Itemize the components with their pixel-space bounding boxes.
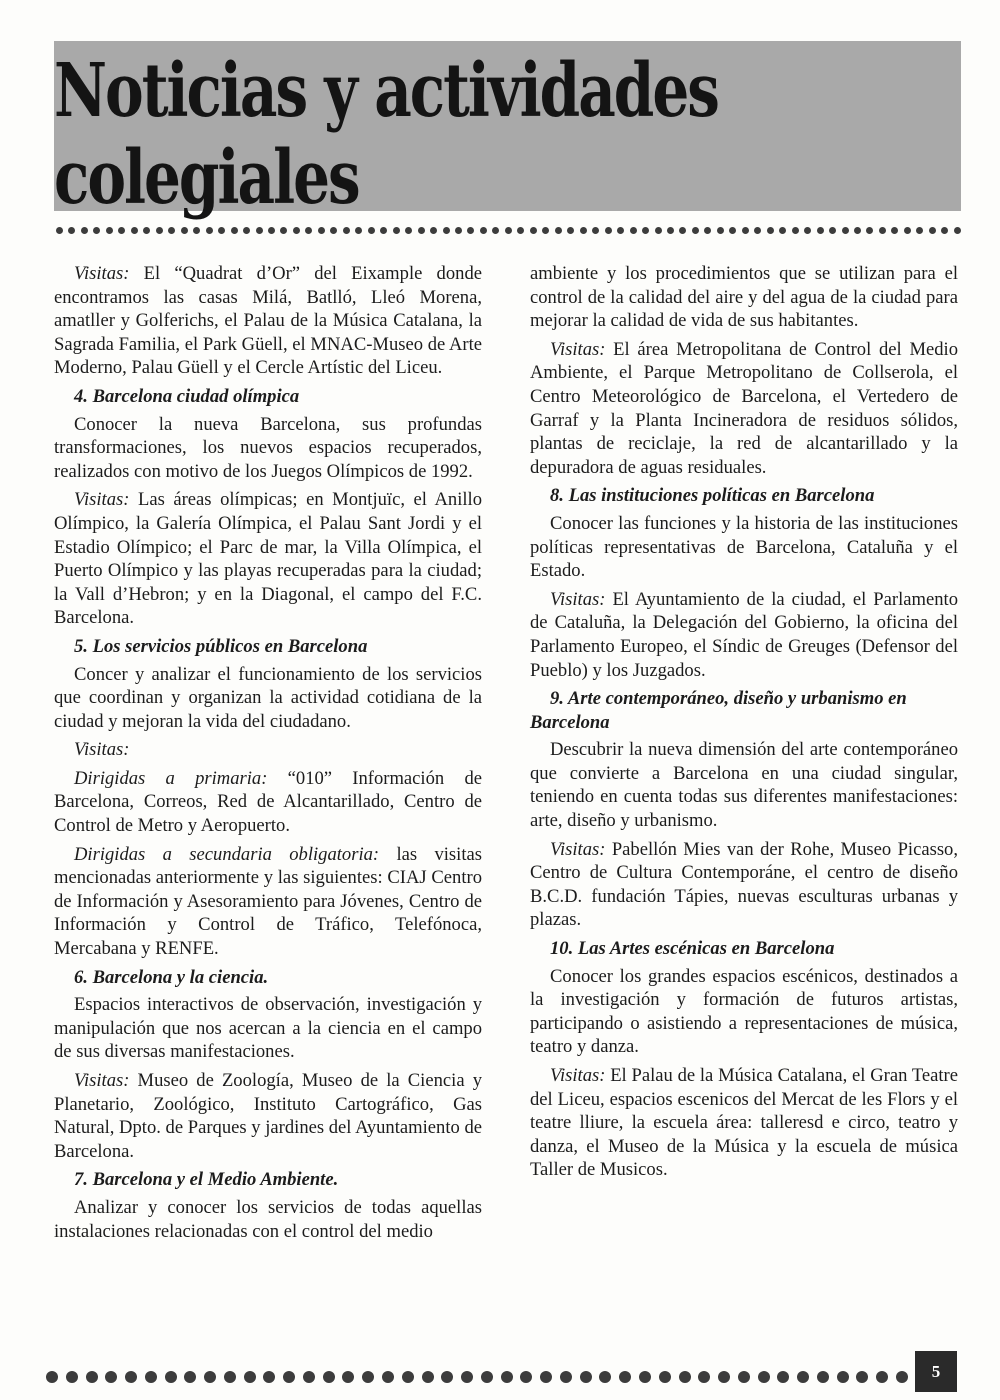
divider-dot	[904, 227, 911, 234]
divider-dot	[342, 1371, 354, 1383]
paragraph: Conocer los grandes espacios escénicos, destinados a la investigación y formación de futuros artistas, participando o asistiendo a representaciones de música, teatro y danza.	[530, 965, 958, 1058]
divider-dot	[480, 227, 487, 234]
divider-dot	[418, 227, 425, 234]
paragraph	[54, 738, 482, 762]
divider-dot	[393, 227, 400, 234]
divider-dot	[605, 227, 612, 234]
divider-dot	[492, 227, 499, 234]
divider-dot	[293, 227, 300, 234]
divider-dot	[68, 227, 75, 234]
paragraph	[530, 1064, 958, 1182]
divider-dot	[692, 227, 699, 234]
divider-dot	[118, 227, 125, 234]
divider-dot	[501, 1371, 513, 1383]
paragraph: Analizar y conocer los servicios de todas aquellas instalaciones relacionadas con el control del medio	[54, 1196, 482, 1242]
divider-dot	[517, 227, 524, 234]
divider-dot	[866, 227, 873, 234]
divider-dot	[642, 227, 649, 234]
divider-dot	[380, 227, 387, 234]
visit-label: Visitas:	[74, 1070, 130, 1091]
divider-dot	[467, 227, 474, 234]
visit-label: Visitas:	[74, 263, 130, 284]
divider-dot	[131, 227, 138, 234]
visit-label: Visitas:	[74, 739, 130, 761]
divider-dot	[540, 1371, 552, 1383]
paragraph	[530, 588, 958, 682]
divider-dot	[93, 227, 100, 234]
divider-dot	[362, 1371, 374, 1383]
divider-dot	[916, 227, 923, 234]
divider-dot	[842, 227, 849, 234]
divider-dot	[505, 227, 512, 234]
divider-dot	[520, 1371, 532, 1383]
divider-dot	[66, 1371, 78, 1383]
divider-dot	[779, 227, 786, 234]
divider-dot	[323, 1371, 335, 1383]
divider-dot	[368, 227, 375, 234]
paragraph-text: las visitas mencionadas anteriormente y las siguientes: CIAJ Centro de Información y Asesoramiento para Jóvenes, Centro de Información y Control de Tráfico, Telefónoca, Mercabana y RENFE.	[54, 843, 482, 960]
divider-dot	[530, 227, 537, 234]
divider-dot	[168, 227, 175, 234]
divider-dot	[754, 227, 761, 234]
divider-dot	[343, 227, 350, 234]
divider-dot	[303, 1371, 315, 1383]
paragraph: Conocer la nueva Barcelona, sus profundas transformaciones, los nuevos espacios recuperados, realizados con motivo de los Juegos Olímpicos de 1992.	[54, 413, 482, 482]
divider-dot	[224, 1371, 236, 1383]
header-banner	[54, 41, 961, 222]
divider-dot	[46, 1371, 58, 1383]
visit-label: Dirigidas a primaria:	[74, 767, 268, 789]
divider-dot	[876, 1371, 888, 1383]
paragraph-text: El “Quadrat d’Or” del Eixample donde encontramos las casas Milá, Batlló, Lleó Morena, amatller y Golferichs, el Palau de la Música Catalana, la Sagrada Familia, el Park Güell, el MNAC-Museo de Arte Moderno, Palau Güell y el Cercle Artístic del Liceu.	[54, 263, 482, 379]
paragraph	[530, 338, 958, 480]
divider-dot	[280, 227, 287, 234]
visit-label: Dirigidas a secundaria obligatoria:	[74, 843, 380, 865]
divider-dot	[617, 227, 624, 234]
divider-dot	[268, 227, 275, 234]
divider-dot	[165, 1371, 177, 1383]
divider-dot	[718, 1371, 730, 1383]
paragraph: Descubrir la nueva dimensión del arte contemporáneo que convierte a Barcelona en una ciudad singular, teniendo en cuenta todas sus diferentes manifestaciones: arte, diseño y urbanismo.	[530, 739, 958, 832]
divider-dot	[580, 227, 587, 234]
visit-label: Visitas:	[74, 489, 130, 511]
paragraph-text: Museo de Zoología, Museo de la Ciencia y Planetario, Zoológico, Instituto Cartográfico, Gas Natural, Dpto. de Parques y jardines del Ayuntamiento de Barcelona.	[54, 1070, 482, 1162]
divider-dot	[542, 227, 549, 234]
paragraph: Conocer las funciones y la historia de las instituciones políticas representativas de Barcelona, Cataluña y el Estado.	[530, 512, 958, 582]
divider-dot	[667, 227, 674, 234]
divider-dot	[619, 1371, 631, 1383]
divider-dot	[804, 227, 811, 234]
paragraph	[54, 843, 482, 961]
section-heading: 5. Los servicios públicos en Barcelona	[74, 635, 368, 657]
divider-dot	[330, 227, 337, 234]
divider-dot	[639, 1371, 651, 1383]
section-heading: 7. Barcelona y el Medio Ambiente.	[74, 1169, 339, 1191]
divider-dot	[405, 227, 412, 234]
divider-dot	[461, 1371, 473, 1383]
divider-dot	[954, 227, 961, 234]
paragraph: ambiente y los procedimientos que se utilizan para el control de la calidad del aire y del agua de la ciudad para mejorar la calidad de vida de sus habitantes.	[530, 263, 958, 332]
divider-dot	[738, 1371, 750, 1383]
divider-dot	[231, 227, 238, 234]
divider-dot	[817, 1371, 829, 1383]
section-heading: 8. Las instituciones políticas en Barcelona	[550, 485, 875, 507]
divider-dot	[181, 227, 188, 234]
divider-dot	[560, 1371, 572, 1383]
paragraph-text: “010” Información de Barcelona, Correos, Red de Alcantarillado, Centro de Control de Metro y Aeropuerto.	[54, 767, 482, 837]
divider-dot	[817, 227, 824, 234]
divider-dot	[244, 1371, 256, 1383]
divider-dot	[679, 227, 686, 234]
divider-dot	[941, 227, 948, 234]
divider-dot	[193, 227, 200, 234]
divider-dot	[455, 227, 462, 234]
divider-dot	[580, 1371, 592, 1383]
paragraph	[54, 767, 482, 838]
divider-dot	[777, 1371, 789, 1383]
divider-dot	[402, 1371, 414, 1383]
divider-dot	[243, 227, 250, 234]
page-title: Noticias y actividades colegiales	[54, 46, 718, 222]
divider-dot	[567, 227, 574, 234]
divider-dot	[896, 1371, 908, 1383]
divider-dot	[854, 227, 861, 234]
divider-dot	[729, 227, 736, 234]
divider-dot	[891, 227, 898, 234]
divider-dot	[630, 227, 637, 234]
divider-dot	[382, 1371, 394, 1383]
divider-dot	[659, 1371, 671, 1383]
divider-dot	[156, 227, 163, 234]
paragraph-text: El área Metropolitana de Control del Medio Ambiente, el Parque Metropolitano de Collserola, el Centro Meteorológico de Barcelona, el Vertedero de Garraf y la Planta Incineradora de residuos sólidos, plantas de reciclaje, la red de alcantarillado y la depuradora de aguas residuales.	[530, 338, 958, 478]
divider-dot	[856, 1371, 868, 1383]
divider-dot	[742, 227, 749, 234]
divider-dot	[283, 1371, 295, 1383]
divider-dot	[125, 1371, 137, 1383]
divider-dot	[218, 227, 225, 234]
paragraph	[54, 488, 482, 630]
paragraph-text: El Palau de la Música Catalana, el Gran Teatre del Liceu, espacios escenicos del Mercat de les Flors y el teatre lliure, la escuela área: talleresd e circo, teatro y danza, el Museo de la Música y la escuela de música Taller de Musicos.	[530, 1065, 958, 1181]
divider-dot	[256, 227, 263, 234]
section-heading: 10. Las Artes escénicas en Barcelona	[550, 938, 835, 960]
divider-dot	[143, 227, 150, 234]
divider-dot	[318, 227, 325, 234]
divider-dot	[441, 1371, 453, 1383]
section-heading: 6. Barcelona y la ciencia.	[74, 966, 269, 988]
dotted-divider-bottom	[46, 1370, 908, 1384]
left-column	[54, 262, 482, 1248]
right-column	[530, 262, 958, 1187]
divider-dot	[481, 1371, 493, 1383]
divider-dot	[305, 227, 312, 234]
divider-dot	[106, 227, 113, 234]
divider-dot	[592, 227, 599, 234]
divider-dot	[797, 1371, 809, 1383]
divider-dot	[422, 1371, 434, 1383]
divider-dot	[206, 227, 213, 234]
divider-dot	[81, 227, 88, 234]
visit-label: Visitas:	[550, 338, 606, 360]
section-heading: 9. Arte contemporáneo, diseño y urbanismo en Barcelona	[530, 688, 907, 733]
divider-dot	[204, 1371, 216, 1383]
visit-label: Visitas:	[550, 588, 606, 610]
page-number: 5	[915, 1351, 957, 1392]
divider-dot	[86, 1371, 98, 1383]
paragraph	[54, 1069, 482, 1163]
divider-dot	[792, 227, 799, 234]
divider-dot	[145, 1371, 157, 1383]
divider-dot	[837, 1371, 849, 1383]
section-heading: 4. Barcelona ciudad olímpica	[74, 385, 300, 407]
paragraph: Espacios interactivos de observación, investigación y manipulación que nos acercan a la ciencia en el campo de sus diversas manifestaciones.	[54, 994, 482, 1063]
divider-dot	[184, 1371, 196, 1383]
divider-dot	[655, 227, 662, 234]
divider-dot	[56, 227, 63, 234]
divider-dot	[929, 227, 936, 234]
paragraph	[530, 838, 958, 932]
divider-dot	[698, 1371, 710, 1383]
divider-dot	[679, 1371, 691, 1383]
divider-dot	[717, 227, 724, 234]
paragraph-text: Pabellón Mies van der Rohe, Museo Picasso, Centro de Cultura Contemporáne, el centro de diseño B.C.D. fundación Tápies, nuevas esculturas urbanas y plazas.	[530, 838, 958, 931]
divider-dot	[599, 1371, 611, 1383]
paragraph-text: Las áreas olímpicas; en Montjuïc, el Anillo Olímpico, la Galería Olímpica, el Palau Sant Jordi y el Estadio Olímpico; el Parc de mar, la Villa Olímpica, el Puerto Olímpico y las playas recuperadas para la ciudad; la Vall d’Hebron; y en la Diagonal, el campo del F.C. Barcelona.	[54, 489, 482, 629]
paragraph	[54, 262, 482, 380]
paragraph-text: El Ayuntamiento de la ciudad, el Parlamento de Cataluña, la Delegación del Gobierno, la oficina del Parlamento Europeo, el Síndic de Greuges (Defensor del Pueblo) y los Juzgados.	[530, 588, 958, 681]
visit-label: Visitas:	[550, 838, 606, 860]
divider-dot	[430, 227, 437, 234]
visit-label: Visitas:	[550, 1065, 606, 1086]
divider-dot	[105, 1371, 117, 1383]
divider-dot	[263, 1371, 275, 1383]
divider-dot	[355, 227, 362, 234]
paragraph: Concer y analizar el funcionamiento de los servicios que coordinan y organizan la actividad cotidiana de la ciudad y mejoran la vida del ciudadano.	[54, 663, 482, 732]
divider-dot	[767, 227, 774, 234]
divider-dot	[758, 1371, 770, 1383]
dotted-divider-top	[56, 225, 961, 235]
divider-dot	[443, 227, 450, 234]
divider-dot	[829, 227, 836, 234]
divider-dot	[555, 227, 562, 234]
divider-dot	[879, 227, 886, 234]
divider-dot	[704, 227, 711, 234]
